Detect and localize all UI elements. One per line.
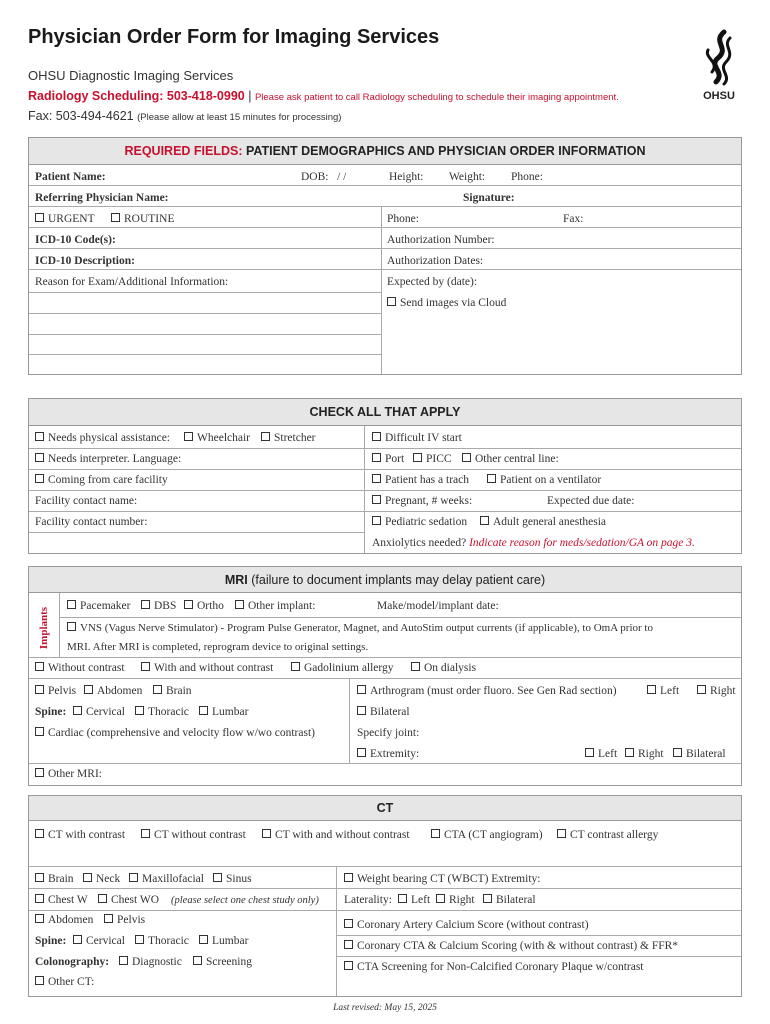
urgent-checkbox[interactable] [35,213,95,225]
icd-codes-field[interactable]: ICD-10 Code(s): [35,234,116,246]
stretcher-label: Stretcher [274,432,316,444]
laterality-label: Laterality: [344,894,392,906]
vns-checkbox[interactable] [67,622,653,634]
ct-with-without-checkbox[interactable] [262,829,410,841]
mri-thoracic-checkbox[interactable] [135,706,189,718]
ct-cervical-label: Cervical [86,935,125,947]
extremity-bilateral-checkbox[interactable] [673,748,726,760]
ct-section [28,795,742,997]
page-title: Physician Order Form for Imaging Services [28,26,440,48]
calcium-score-checkbox[interactable] [344,919,589,931]
other-central-label: Other central line: [475,453,559,465]
coronary-cta-label: Coronary CTA & Calcium Scoring (with & without contrast) & FFR* [357,940,679,952]
other-mri-checkbox[interactable] [35,768,102,780]
wheelchair-label: Wheelchair [197,432,250,444]
gad-allergy-checkbox[interactable] [291,662,394,674]
auth-number-field[interactable]: Authorization Number: [387,234,495,246]
pregnant-label: Pregnant, # weeks: [385,495,473,507]
ct-contrast-allergy-checkbox[interactable] [557,829,658,841]
wbct-checkbox[interactable] [344,873,540,885]
pregnant-checkbox[interactable] [372,495,472,507]
ct-without-contrast-checkbox[interactable] [141,829,246,841]
ct-maxillofacial-label: Maxillofacial [142,873,204,885]
colonography-screening-label: Screening [206,956,252,968]
adult-ga-checkbox[interactable] [480,516,606,528]
cta-screening-label: CTA Screening for Non-Calcified Coronary Plaque w/contrast [357,961,644,973]
routine-checkbox[interactable] [111,213,174,225]
ct-lumbar-label: Lumbar [212,935,249,947]
height-field[interactable]: Height: [389,171,424,183]
physical-assist-label: Needs physical assistance: [48,432,170,444]
arthrogram-left-checkbox[interactable] [647,685,679,697]
ct-thoracic-checkbox[interactable] [135,935,189,947]
scheduling-line [28,89,619,103]
extremity-right-checkbox[interactable] [625,748,664,760]
cta-checkbox[interactable] [431,829,543,841]
ct-lumbar-checkbox[interactable] [199,935,248,947]
colonography-diagnostic-label: Diagnostic [132,956,182,968]
last-revised: Last revised: May 15, 2025 [333,1003,437,1013]
logo-text: OHSU [703,90,735,102]
with-without-contrast-label: With and without contrast [154,662,274,674]
fax-label: Fax: 503-494-4621 [28,109,134,123]
ct-sinus-label: Sinus [226,873,252,885]
port-label: Port [385,453,405,465]
other-mri-label: Other MRI: [48,768,102,780]
ct-pelvis-label: Pelvis [117,914,146,926]
ventilator-checkbox[interactable] [487,474,601,486]
port-checkbox[interactable] [372,453,404,465]
urgent-label: URGENT [48,213,95,225]
adult-ga-label: Adult general anesthesia [493,516,607,528]
ct-pelvis-checkbox[interactable] [104,914,145,926]
scheduling-separator: | [244,89,255,103]
other-central-checkbox[interactable] [462,453,559,465]
ct-left-checkbox[interactable] [398,894,430,906]
routine-label: ROUTINE [124,213,175,225]
chest-wo-checkbox[interactable] [98,894,159,906]
ct-cervical-checkbox[interactable] [73,935,125,947]
cta-screening-checkbox[interactable] [344,961,644,973]
mri-abdomen-label: Abdomen [97,685,143,697]
difficult-iv-checkbox[interactable] [372,432,462,444]
stretcher-checkbox[interactable] [261,432,316,444]
arthrogram-right-checkbox[interactable] [697,685,736,697]
ct-right-checkbox[interactable] [436,894,475,906]
referring-physician-field[interactable]: Referring Physician Name: [35,192,169,204]
peds-sedation-label: Pediatric sedation [385,516,468,528]
required-title: PATIENT DEMOGRAPHICS AND PHYSICIAN ORDER INFORMATION [242,144,646,158]
extremity-right-label: Right [638,748,664,760]
due-date-field[interactable]: Expected due date: [547,495,635,507]
mri-bilateral-checkbox[interactable] [357,706,410,718]
dbs-label: DBS [154,600,177,612]
send-cloud-checkbox[interactable] [387,297,506,309]
ortho-label: Ortho [197,600,224,612]
dialysis-label: On dialysis [424,662,477,674]
pacemaker-label: Pacemaker [80,600,131,612]
mri-section [28,566,742,786]
physical-assist-checkbox[interactable] [35,432,170,444]
send-cloud-label: Send images via Cloud [400,297,507,309]
trach-label: Patient has a trach [385,474,469,486]
arthrogram-label: Arthrogram (must order fluoro. See Gen Rad section) [370,685,617,697]
ct-left-label: Left [411,894,431,906]
ct-header: CT [29,796,741,821]
without-contrast-checkbox[interactable] [35,662,125,674]
pacemaker-checkbox[interactable] [67,600,130,612]
dob-separator: / / [337,171,347,183]
other-ct-checkbox[interactable] [35,976,94,988]
extremity-label: Extremity: [370,748,420,760]
expected-by-field[interactable]: Expected by (date): [387,276,478,288]
picc-checkbox[interactable] [413,453,452,465]
fax-note: (Please allow at least 15 minutes for processing) [137,112,342,123]
without-contrast-label: Without contrast [48,662,125,674]
ct-bilateral-label: Bilateral [496,894,536,906]
extremity-left-checkbox[interactable] [585,748,617,760]
dbs-checkbox[interactable] [141,600,176,612]
chest-note: (please select one chest study only) [171,895,319,906]
specify-joint-field[interactable]: Specify joint: [357,727,420,739]
phone-field[interactable]: Phone: [511,171,543,183]
ct-contrast-allergy-label: CT contrast allergy [570,829,659,841]
ct-thoracic-label: Thoracic [148,935,189,947]
patient-name-field[interactable]: Patient Name: [35,171,106,183]
mri-cervical-label: Cervical [86,706,125,718]
auth-dates-field[interactable]: Authorization Dates: [387,255,484,267]
mri-lumbar-label: Lumbar [212,706,249,718]
dob-label: DOB: [301,171,329,183]
other-implant-checkbox[interactable] [235,600,315,612]
cardiac-checkbox[interactable] [35,727,315,739]
org-name: OHSU Diagnostic Imaging Services [28,68,234,83]
peds-sedation-checkbox[interactable] [372,516,467,528]
other-implant-label: Other implant: [248,600,316,612]
coronary-cta-checkbox[interactable] [344,940,678,952]
mri-header [29,567,741,593]
with-without-contrast-checkbox[interactable] [141,662,273,674]
mri-spine-row [35,706,66,718]
care-facility-label: Coming from care facility [48,474,168,486]
implants-label: Implants [38,606,50,650]
ct-without-contrast-label: CT without contrast [154,829,246,841]
arthrogram-checkbox[interactable] [357,685,617,697]
check-all-section [28,398,742,554]
anxiolytics-note: Indicate reason for meds/sedation/GA on page 3. [469,537,695,549]
ct-right-label: Right [449,894,475,906]
chest-w-checkbox[interactable] [35,894,88,906]
mri-brain-label: Brain [166,685,192,697]
wbct-label: Weight bearing CT (WBCT) Extremity: [357,873,541,885]
ortho-checkbox[interactable] [184,600,224,612]
reason-field[interactable]: Reason for Exam/Additional Information: [35,276,229,288]
mri-thoracic-label: Thoracic [148,706,189,718]
ct-neck-checkbox[interactable] [83,873,120,885]
picc-label: PICC [426,453,452,465]
ct-neck-label: Neck [96,873,121,885]
make-model-field[interactable]: Make/model/implant date: [377,600,499,612]
mri-subtitle: (failure to document implants may delay patient care) [247,573,546,587]
interpreter-label: Needs interpreter. Language: [48,453,182,465]
care-facility-checkbox[interactable] [35,474,168,486]
scheduling-note: Please ask patient to call Radiology scheduling to schedule their imaging appointment. [254,92,619,103]
other-ct-label: Other CT: [48,976,95,988]
difficult-iv-label: Difficult IV start [385,432,462,444]
signature-field[interactable]: Signature: [463,192,515,204]
mri-cervical-checkbox[interactable] [73,706,125,718]
physician-phone-field[interactable]: Phone: [387,213,419,225]
colonography-screening-checkbox[interactable] [193,956,252,968]
required-label: REQUIRED FIELDS: [124,144,243,158]
vns-label: VNS (Vagus Nerve Stimulator) - Program Pulse Generator, Magnet, and AutoStim output currents (if applicable), to OmA prior to [80,622,653,634]
wheelchair-checkbox[interactable] [184,432,250,444]
cardiac-label: Cardiac (comprehensive and velocity flow w/wo contrast) [48,727,315,739]
ct-with-contrast-label: CT with contrast [48,829,126,841]
mri-lumbar-checkbox[interactable] [199,706,248,718]
ventilator-label: Patient on a ventilator [500,474,602,486]
ct-maxillofacial-checkbox[interactable] [129,873,204,885]
colonography-row [35,956,109,968]
weight-field[interactable]: Weight: [449,171,486,183]
ct-spine-row [35,935,66,947]
facility-name-field[interactable]: Facility contact name: [35,495,138,507]
extremity-checkbox[interactable] [357,748,419,760]
vns-continued: MRI. After MRI is completed, reprogram device to original settings. [67,641,369,653]
mri-brain-checkbox[interactable] [153,685,192,697]
ct-brain-label: Brain [48,873,74,885]
check-all-header: CHECK ALL THAT APPLY [29,399,741,426]
mri-abdomen-checkbox[interactable] [84,685,142,697]
ct-sinus-checkbox[interactable] [213,873,252,885]
chest-wo-label: Chest WO [111,894,160,906]
cta-label: CTA (CT angiogram) [444,829,543,841]
mri-pelvis-label: Pelvis [48,685,77,697]
mri-spine-label: Spine: [35,706,67,718]
trach-checkbox[interactable] [372,474,469,486]
mri-pelvis-checkbox[interactable] [35,685,76,697]
mri-bilateral-label: Bilateral [370,706,410,718]
arthrogram-left-label: Left [660,685,680,697]
colonography-diagnostic-checkbox[interactable] [119,956,182,968]
ct-brain-checkbox[interactable] [35,873,74,885]
facility-number-field[interactable]: Facility contact number: [35,516,148,528]
gad-allergy-label: Gadolinium allergy [304,662,394,674]
fax-line [28,109,341,123]
extremity-left-label: Left [598,748,618,760]
icd-description-field[interactable]: ICD-10 Description: [35,255,135,267]
chest-w-label: Chest W [48,894,88,906]
colonography-label: Colonography: [35,956,110,968]
implants-label-cell [29,593,59,663]
extremity-bilateral-label: Bilateral [686,748,726,760]
dob-field[interactable] [301,171,346,183]
physician-fax-field[interactable]: Fax: [563,213,584,225]
ct-with-contrast-checkbox[interactable] [35,829,125,841]
dialysis-checkbox[interactable] [411,662,476,674]
ct-with-without-label: CT with and without contrast [275,829,410,841]
scheduling-label: Radiology Scheduling: 503-418-0990 [28,89,245,103]
arthrogram-right-label: Right [710,685,736,697]
ct-abdomen-checkbox[interactable] [35,914,93,926]
anxiolytics-label: Anxiolytics needed? [372,537,467,549]
required-fields-section [28,137,742,375]
interpreter-checkbox[interactable] [35,453,181,465]
mri-title: MRI [224,573,248,587]
anxiolytics-field[interactable] [372,537,695,549]
ct-bilateral-checkbox[interactable] [483,894,536,906]
required-fields-header [29,138,741,165]
ct-spine-label: Spine: [35,935,67,947]
ct-abdomen-label: Abdomen [48,914,94,926]
calcium-score-label: Coronary Artery Calcium Score (without contrast) [357,919,589,931]
